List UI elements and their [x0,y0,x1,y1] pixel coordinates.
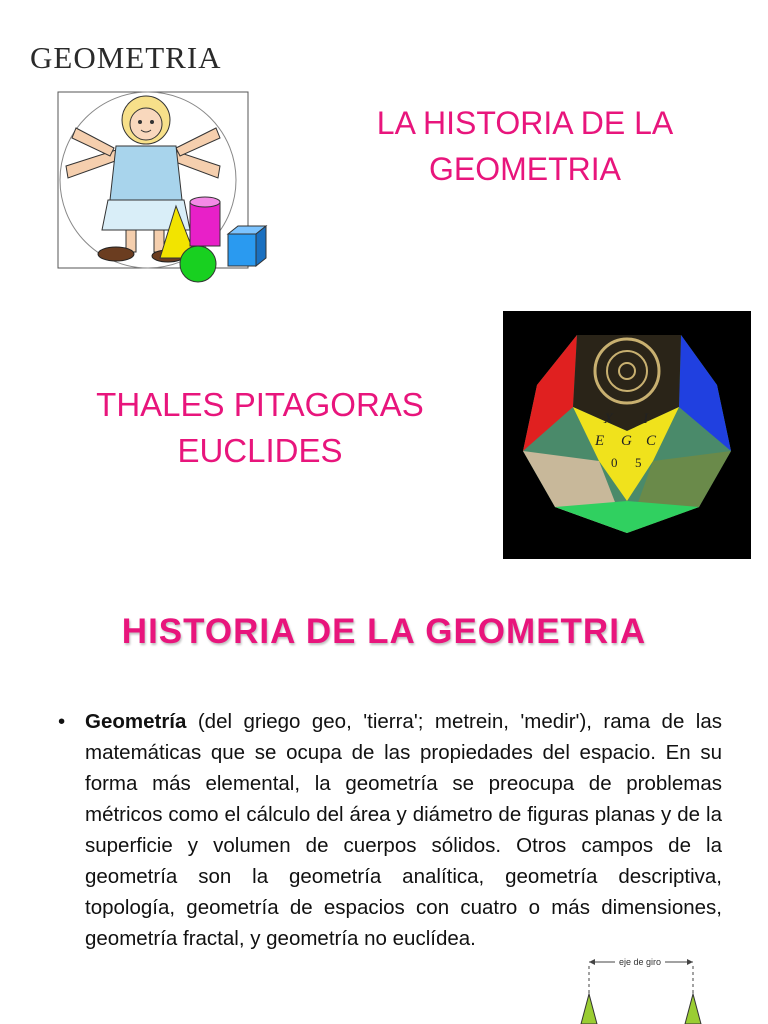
poly-number-0: 0 [611,455,618,470]
rotation-axis-diagram [565,952,715,1024]
poly-letter-i: I [643,411,648,427]
poly-number-5: 5 [635,455,642,470]
poly-letter-e: E [595,433,605,449]
polyhedron-illustration [503,311,751,559]
definition-paragraph [85,706,722,954]
bullet-dot-icon: • [58,710,66,733]
definition-text: (del griego geo, 'tierra'; metrein, 'medir'), rama de las matemáticas que se ocupa de las propiedades del espacio. En su forma más elemental, la geometría se preocupa de problemas métricos como el cálculo del área y diámetro de figuras planas y de la superficie y volumen de cuerpos sólidos. Otros campos de la geometría son la geometría analítica, geometría descriptiva, topología, geometría de espacios con cuatro o más dimensiones, geometría fractal, y geometría no euclídea. [85,710,722,950]
poly-letter-g: G [621,433,632,449]
mathematicians-names [60,382,460,474]
rotation-axis-label: eje de giro [618,957,662,967]
main-title-line-1: LA HISTORIA DE LA [376,105,674,141]
poly-letter-x: X [604,411,614,427]
main-title [330,100,720,192]
definition-bullet [58,706,722,954]
poly-letter-c: C [646,433,657,449]
section-heading: HISTORIA DE LA GEOMETRIA [121,612,647,651]
definition-term: Geometría [85,710,187,733]
girl-with-shapes-illustration [56,88,280,284]
main-title-line-2: GEOMETRIA [428,151,621,187]
names-line-2: EUCLIDES [177,432,343,469]
geometria-logo-text: GEOMETRIA [30,40,222,75]
names-line-1: THALES PITAGORAS [96,386,424,423]
